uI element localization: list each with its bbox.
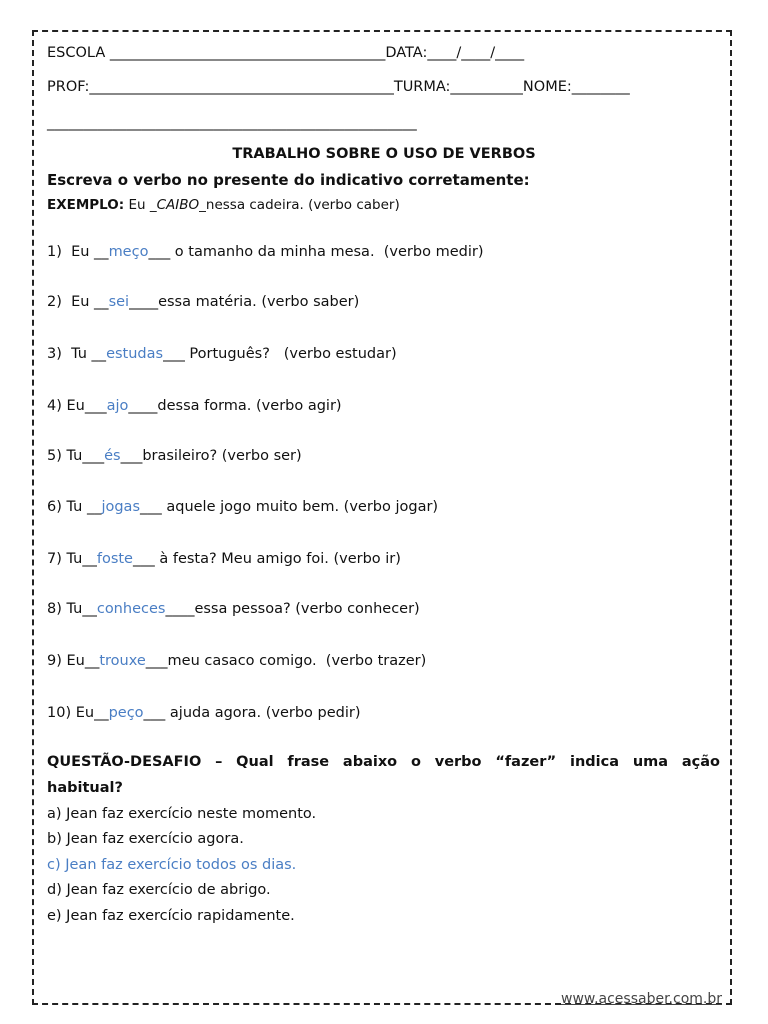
- question-3-post: ___ Português? (verbo estudar): [163, 346, 397, 362]
- question-4-answer: ajo: [106, 398, 129, 414]
- question-2-answer: sei: [108, 294, 130, 310]
- question-9: [47, 652, 426, 670]
- question-1: [47, 243, 483, 261]
- question-4-pre: 4) Eu___: [47, 398, 107, 414]
- question-7-pre: 7) Tu__: [47, 551, 97, 567]
- option-b: b) Jean faz exercício agora.: [47, 831, 244, 847]
- question-6-answer: jogas: [101, 499, 140, 515]
- question-5: [47, 447, 302, 465]
- question-2: [47, 293, 359, 311]
- option-a: a) Jean faz exercício neste momento.: [47, 806, 317, 822]
- page-title: TRABALHO SOBRE O USO DE VERBOS: [232, 146, 536, 162]
- question-9-pre: 9) Eu__: [47, 653, 100, 669]
- website-link[interactable]: www.acessaber.com.br: [561, 991, 722, 1007]
- question-8-answer: conheces: [96, 601, 166, 617]
- question-3-pre: 3) Tu __: [47, 346, 107, 362]
- example-post: _nessa cadeira. (verbo caber): [199, 197, 400, 213]
- question-10-post: ___ ajuda agora. (verbo pedir): [143, 705, 361, 721]
- example-label: EXEMPLO:: [47, 197, 125, 213]
- question-7-post: ___ à festa? Meu amigo foi. (verbo ir): [132, 551, 401, 567]
- blank-line: ___________________________________________________: [47, 115, 417, 131]
- question-5-pre: 5) Tu___: [47, 448, 105, 464]
- option-d: d) Jean faz exercício de abrigo.: [47, 882, 271, 898]
- example-pre: Eu _: [124, 197, 157, 213]
- challenge-question-line2: habitual?: [47, 780, 123, 796]
- instruction: Escreva o verbo no presente do indicativo corretamente:: [47, 171, 530, 189]
- question-3: [47, 345, 397, 363]
- question-9-post: ___meu casaco comigo. (verbo trazer): [145, 653, 427, 669]
- question-3-answer: estudas: [106, 346, 164, 362]
- question-9-answer: trouxe: [99, 653, 146, 669]
- question-2-post: ____essa matéria. (verbo saber): [129, 294, 360, 310]
- question-10-answer: peço: [108, 705, 144, 721]
- question-4: [47, 397, 342, 415]
- question-8: [47, 600, 420, 618]
- teacher-class-name-line: PROF:__________________________________________TURMA:__________NOME:________: [47, 79, 630, 95]
- question-10: [47, 704, 361, 722]
- example-line: [47, 196, 400, 214]
- question-5-answer: és: [104, 448, 121, 464]
- school-date-line: ESCOLA ______________________________________DATA:____/____/____: [47, 45, 525, 61]
- question-1-answer: meço: [108, 244, 149, 260]
- question-6: [47, 498, 438, 516]
- question-7-answer: foste: [96, 551, 133, 567]
- question-5-post: ___brasileiro? (verbo ser): [120, 448, 302, 464]
- question-4-post: ____dessa forma. (verbo agir): [128, 398, 342, 414]
- question-6-post: ___ aquele jogo muito bem. (verbo jogar): [140, 499, 439, 515]
- question-1-pre: 1) Eu __: [47, 244, 109, 260]
- question-1-post: ___ o tamanho da minha mesa. (verbo medir): [148, 244, 484, 260]
- question-7: [47, 550, 401, 568]
- question-8-pre: 8) Tu__: [47, 601, 97, 617]
- option-e: e) Jean faz exercício rapidamente.: [47, 908, 295, 924]
- challenge-question-line1: QUESTÃO-DESAFIO – Qual frase abaixo o verbo “fazer” indica uma ação: [47, 754, 720, 770]
- question-6-pre: 6) Tu __: [47, 499, 102, 515]
- question-8-post: ____essa pessoa? (verbo conhecer): [165, 601, 420, 617]
- option-c: c) Jean faz exercício todos os dias.: [47, 857, 297, 873]
- example-answer: CAIBO: [156, 197, 200, 213]
- question-2-pre: 2) Eu __: [47, 294, 109, 310]
- question-10-pre: 10) Eu__: [47, 705, 109, 721]
